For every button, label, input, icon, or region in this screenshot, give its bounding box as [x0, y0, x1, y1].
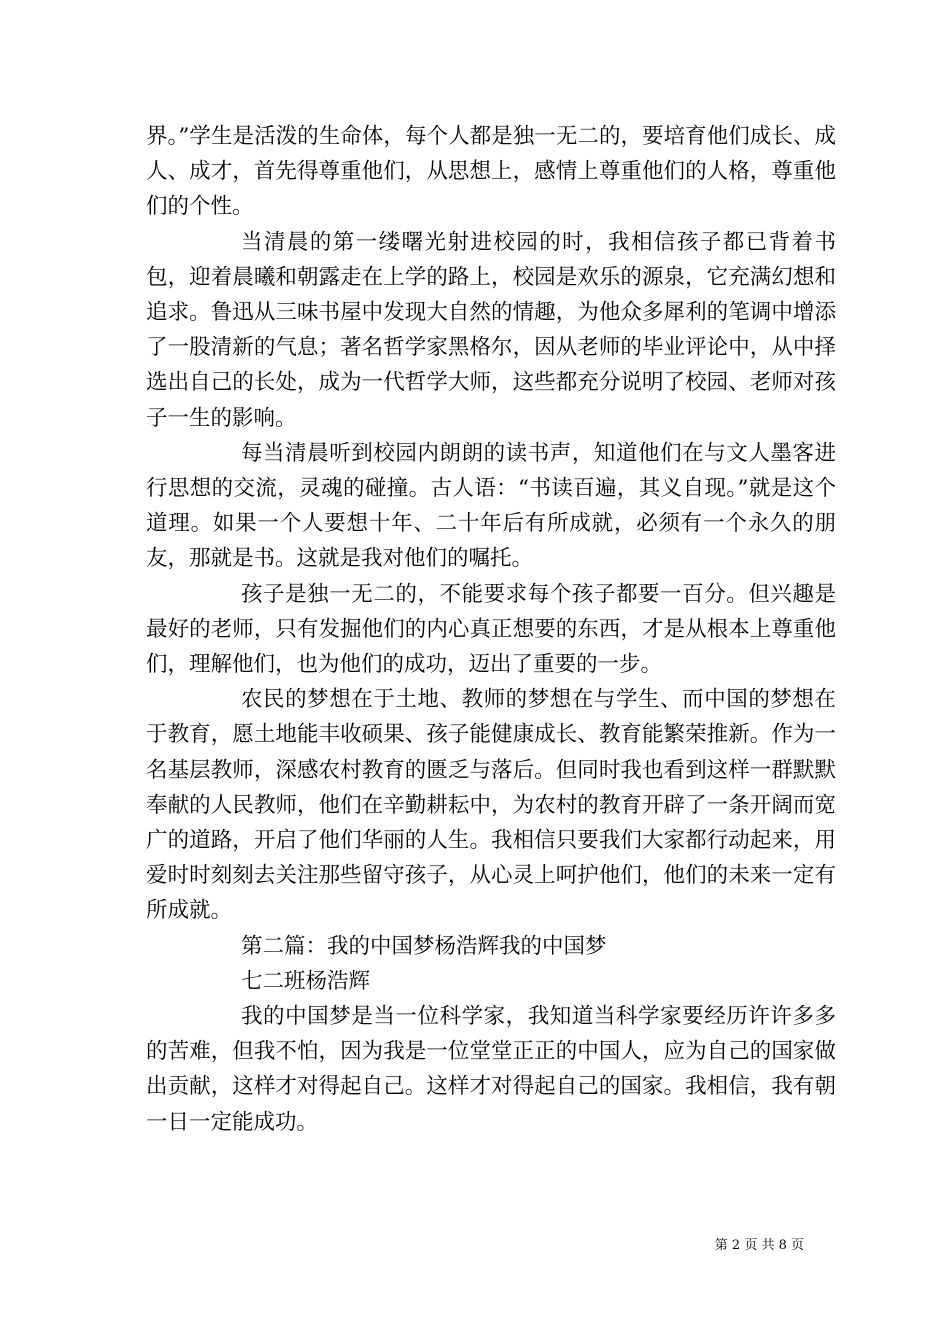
paragraph: 农民的梦想在于土地、教师的梦想在与学生、而中国的梦想在于教育，愿土地能丰收硕果、孩子能健康成长、教育能繁荣推新。作为一名基层教师，深感农村教育的匮乏与落后。但同时我也看到这样一群默默奉献的人民教师，他们在辛勤耕耘中，为农村的教育开辟了一条开阔而宽广的道路，开启了他们华丽的人生。我相信只要我们大家都行动起来，用爱时时刻刻去关注那些留守孩子，从心灵上呵护他们，他们的未来一定有所成就。 [146, 687, 836, 924]
page-number: 第 2 页 共 8 页 [714, 1238, 804, 1253]
paragraph: 每当清晨听到校园内朗朗的读书声，知道他们在与文人墨客进行思想的交流，灵魂的碰撞。古人语：“书读百遍，其义自现。”就是这个道理。如果一个人要想十年、二十年后有所成就，必须有一个永久的朋友，那就是书。这就是我对他们的嘱托。 [146, 440, 836, 572]
paragraph: 我的中国梦是当一位科学家，我知道当科学家要经历许许多多的苦难，但我不怕，因为我是一位堂堂正正的中国人，应为自己的国家做出贡献，这样才对得起自己。这样才对得起自己的国家。我相信，我有朝一日一定能成功。 [146, 1004, 836, 1135]
paragraph: 当清晨的第一缕曙光射进校园的时，我相信孩子都已背着书包，迎着晨曦和朝露走在上学的路上，校园是欢乐的源泉，它充满幻想和追求。鲁迅从三味书屋中发现大自然的情趣，为他众多犀利的笔调中增添了一股清新的气息；著名哲学家黑格尔，因从老师的毕业评论中，从中择选出自己的长处，成为一代哲学大师，这些都充分说明了校园、老师对孩子一生的影响。 [146, 229, 836, 431]
author-line: 七二班杨浩辉 [241, 968, 371, 994]
section-heading: 第二篇：我的中国梦杨浩辉我的中国梦 [241, 933, 607, 959]
paragraph: 孩子是独一无二的，不能要求每个孩子都要一百分。但兴趣是最好的老师，只有发掘他们的内心真正想要的东西，才是从根本上尊重他们，理解他们，也为他们的成功，迈出了重要的一步。 [146, 581, 836, 678]
page-footer [0, 1238, 804, 1254]
paragraph-continuation: 界。”学生是活泼的生命体，每个人都是独一无二的，要培育他们成长、成人、成才，首先得尊重他们，从思想上，感情上尊重他们的人格，尊重他们的个性。 [146, 124, 836, 220]
document-body [146, 119, 836, 1140]
